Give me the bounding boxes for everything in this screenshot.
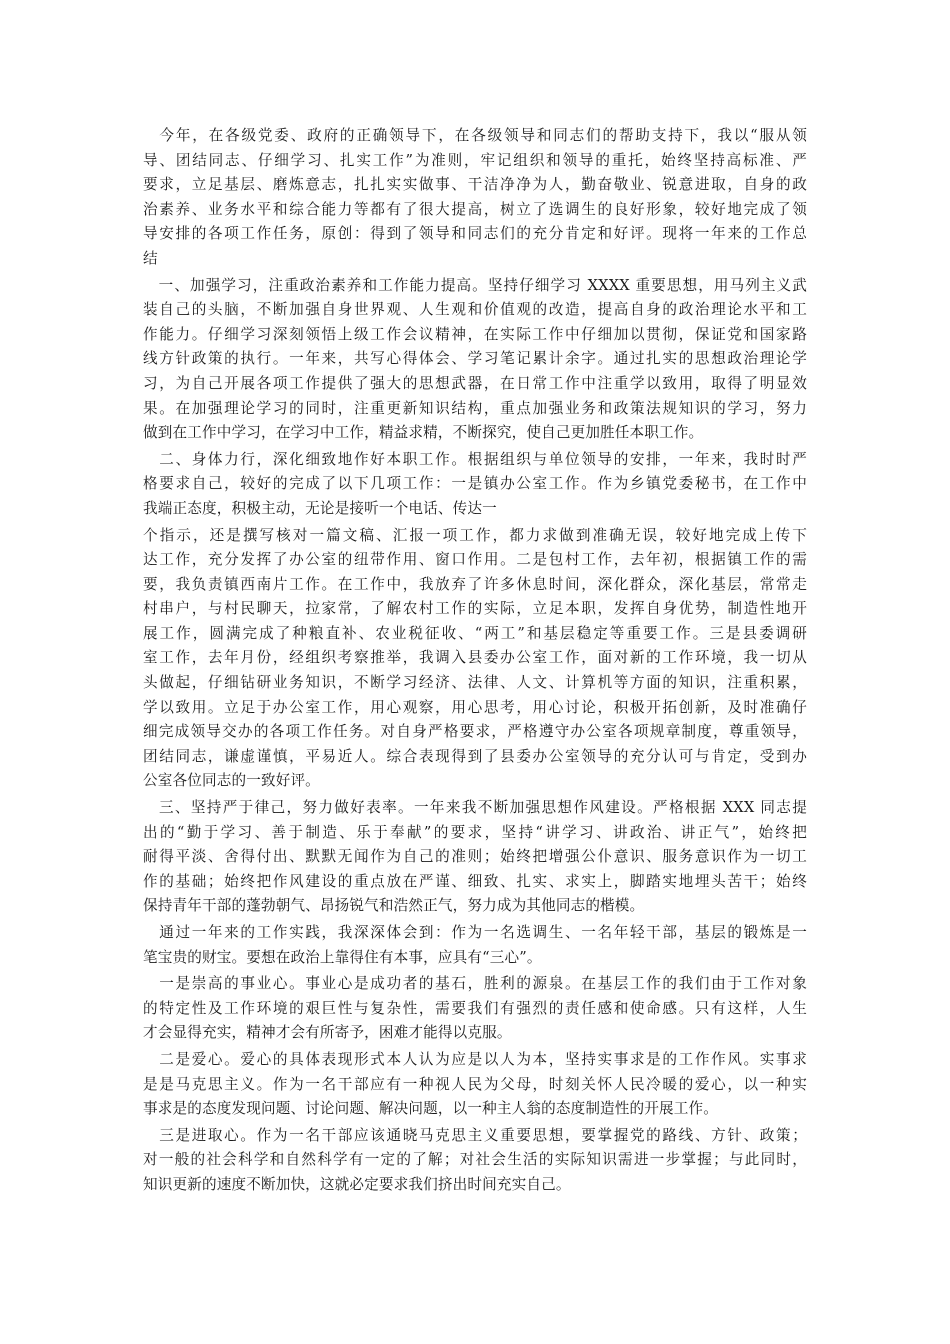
paragraph-section-2a bbox=[143, 448, 807, 522]
text-line: 是是马克思主义。作为一名干部应有一种视人民为父母，时刻关怀人民冷暖的爱心，以一种实 bbox=[143, 1075, 807, 1093]
paragraph-section-3 bbox=[143, 796, 807, 919]
text-line: 事求是的态度发现问题、讨论问题、解决问题，以一种主人翁的态度制造性的开展工作。 bbox=[143, 1100, 719, 1118]
text-line: 保持青年干部的蓬勃朝气、昂扬锐气和浩然正气，努力成为其他同志的楷模。 bbox=[143, 897, 645, 915]
text-line: 导、团结同志、仔细学习、扎实工作”为准则，牢记组织和领导的重托，始终坚持高标准、严 bbox=[143, 151, 807, 169]
text-line: 笔宝贵的财宝。要想在政治上靠得住有本事，应具有“三心”。 bbox=[143, 948, 542, 966]
paragraph-intro bbox=[143, 124, 807, 272]
text-line: 作的基础；始终把作风建设的重点放在严谨、细致、扎实、求实上，脚踏实地埋头苦干；始终 bbox=[143, 872, 807, 890]
text-line: 耐得平淡、舍得付出、默默无闻作为自己的准则；始终把增强公仆意识、服务意识作为一切工 bbox=[143, 848, 807, 866]
text-line: 我端正态度，积极主动，无论是接听一个电话、传达一 bbox=[143, 499, 497, 517]
text-line: 细完成领导交办的各项工作任务。对自身严格要求，严格遵守办公室各项规章制度，尊重领导， bbox=[143, 723, 807, 741]
text-line: 果。在加强理论学习的同时，注重更新知识结构，重点加强业务和政策法规知识的学习，努力 bbox=[143, 399, 807, 417]
text-line: 做到在工作中学习，在学习中工作，精益求精，不断探究，使自己更加胜任本职工作。 bbox=[143, 424, 704, 442]
paragraph-section-1 bbox=[143, 274, 807, 446]
paragraph-section-2b bbox=[143, 524, 807, 795]
paragraph-heart-3 bbox=[143, 1124, 807, 1198]
text-line: 出的“勤于学习、善于制造、乐于奉献”的要求，坚持“讲学习、讲政治、讲正气”，始终把 bbox=[143, 823, 807, 841]
text-line: 导安排的各项工作任务，原创：得到了领导和同志们的充分肯定和好评。现将一年来的工作总 bbox=[143, 225, 807, 243]
text-line: 头做起，仔细钻研业务知识，不断学习经济、法律、人文、计算机等方面的知识，注重积累， bbox=[143, 674, 807, 692]
text-line: 习，为自己开展各项工作提供了强大的思想武器，在日常工作中注重学以致用，取得了明显效 bbox=[143, 374, 807, 392]
text-line: 对一般的社会科学和自然科学有一定的了解；对社会生活的实际知识需进一步掌握；与此同时， bbox=[143, 1151, 807, 1169]
text-line: 室工作，去年月份，经组织考察推举，我调入县委办公室工作，面对新的工作环境，我一切从 bbox=[143, 649, 807, 667]
text-line: 通过一年来的工作实践，我深深体会到：作为一名选调生、一名年轻干部，基层的锻炼是一 bbox=[143, 924, 807, 941]
text-line: 村串户，与村民聊天，拉家常，了解农村工作的实际，立足本职，发挥自身优势，制造性地开 bbox=[143, 600, 807, 618]
paragraph-heart-1 bbox=[143, 972, 807, 1046]
text-line: 学以致用。立足于办公室工作，用心观察，用心思考，用心讨论，积极开拓创新，及时准确仔 bbox=[143, 698, 807, 716]
text-line: 知识更新的速度不断加快，这就必定要求我们挤出时间充实自己。 bbox=[143, 1175, 571, 1193]
paragraph-reflection bbox=[143, 921, 807, 970]
text-line: 作能力。仔细学习深刻领悟上级工作会议精神，在实际工作中仔细加以贯彻，保证党和国家路 bbox=[143, 325, 807, 343]
text-line: 今年，在各级党委、政府的正确领导下，在各级领导和同志们的帮助支持下，我以“服从领 bbox=[143, 127, 807, 144]
text-line: 团结同志，谦虚谨慎，平易近人。综合表现得到了县委办公室领导的充分认可与肯定，受到办 bbox=[143, 747, 807, 765]
text-line: 二、身体力行，深化细致地作好本职工作。根据组织与单位领导的安排，一年来，我时时严 bbox=[143, 450, 807, 468]
text-line: 一是崇高的事业心。事业心是成功者的基石，胜利的源泉。在基层工作的我们由于工作对象 bbox=[143, 975, 807, 993]
text-line: 三、坚持严于律己，努力做好表率。一年来我不断加强思想作风建设。严格根据 XXX 同志提 bbox=[143, 799, 807, 817]
text-line: 一、加强学习，注重政治素养和工作能力提高。坚持仔细学习 XXXX 重要思想，用马列主义武 bbox=[143, 276, 807, 294]
text-line: 展工作，圆满完成了种粮直补、农业税征收、“两工”和基层稳定等重要工作。三是县委调研 bbox=[143, 624, 807, 642]
text-line: 线方针政策的执行。一年来，共写心得体会、学习笔记累计余字。通过扎实的思想政治理论学 bbox=[143, 350, 807, 368]
text-line: 结 bbox=[143, 249, 158, 267]
text-line: 治素养、业务水平和综合能力等都有了很大提高，树立了选调生的良好形象，较好地完成了领 bbox=[143, 200, 807, 218]
document-page bbox=[143, 124, 807, 1200]
text-line: 要，我负责镇西南片工作。在工作中，我放弃了许多休息时间，深化群众，深化基层，常常走 bbox=[143, 575, 807, 593]
paragraph-heart-2 bbox=[143, 1048, 807, 1122]
text-line: 三是进取心。作为一名干部应该通晓马克思主义重要思想，要掌握党的路线、方针、政策； bbox=[143, 1126, 807, 1144]
text-line: 公室各位同志的一致好评。 bbox=[143, 772, 320, 790]
text-line: 的特定性及工作环境的艰巨性与复杂性，需要我们有强烈的责任感和使命感。只有这样，人生 bbox=[143, 999, 807, 1017]
text-line: 才会显得充实，精神才会有所寄予，困难才能得以克服。 bbox=[143, 1024, 512, 1042]
text-line: 要求，立足基层、磨炼意志，扎扎实实做事、干洁净净为人，勤奋敬业、锐意进取，自身的政 bbox=[143, 176, 807, 194]
text-line: 个指示，还是撰写核对一篇文稿、汇报一项工作，都力求做到准确无误，较好地完成上传下 bbox=[143, 526, 807, 544]
text-line: 装自己的头脑，不断加强自身世界观、人生观和价值观的改造，提高自身的政治理论水平和工 bbox=[143, 301, 807, 319]
paragraph-gap bbox=[143, 1198, 807, 1200]
text-line: 格要求自己，较好的完成了以下几项工作：一是镇办公室工作。作为乡镇党委秘书，在工作中 bbox=[143, 475, 807, 493]
text-line: 达工作，充分发挥了办公室的纽带作用、窗口作用。二是包村工作，去年初，根据镇工作的需 bbox=[143, 551, 807, 569]
text-line: 二是爱心。爱心的具体表现形式本人认为应是以人为本，坚持实事求是的工作作风。实事求 bbox=[143, 1050, 807, 1068]
